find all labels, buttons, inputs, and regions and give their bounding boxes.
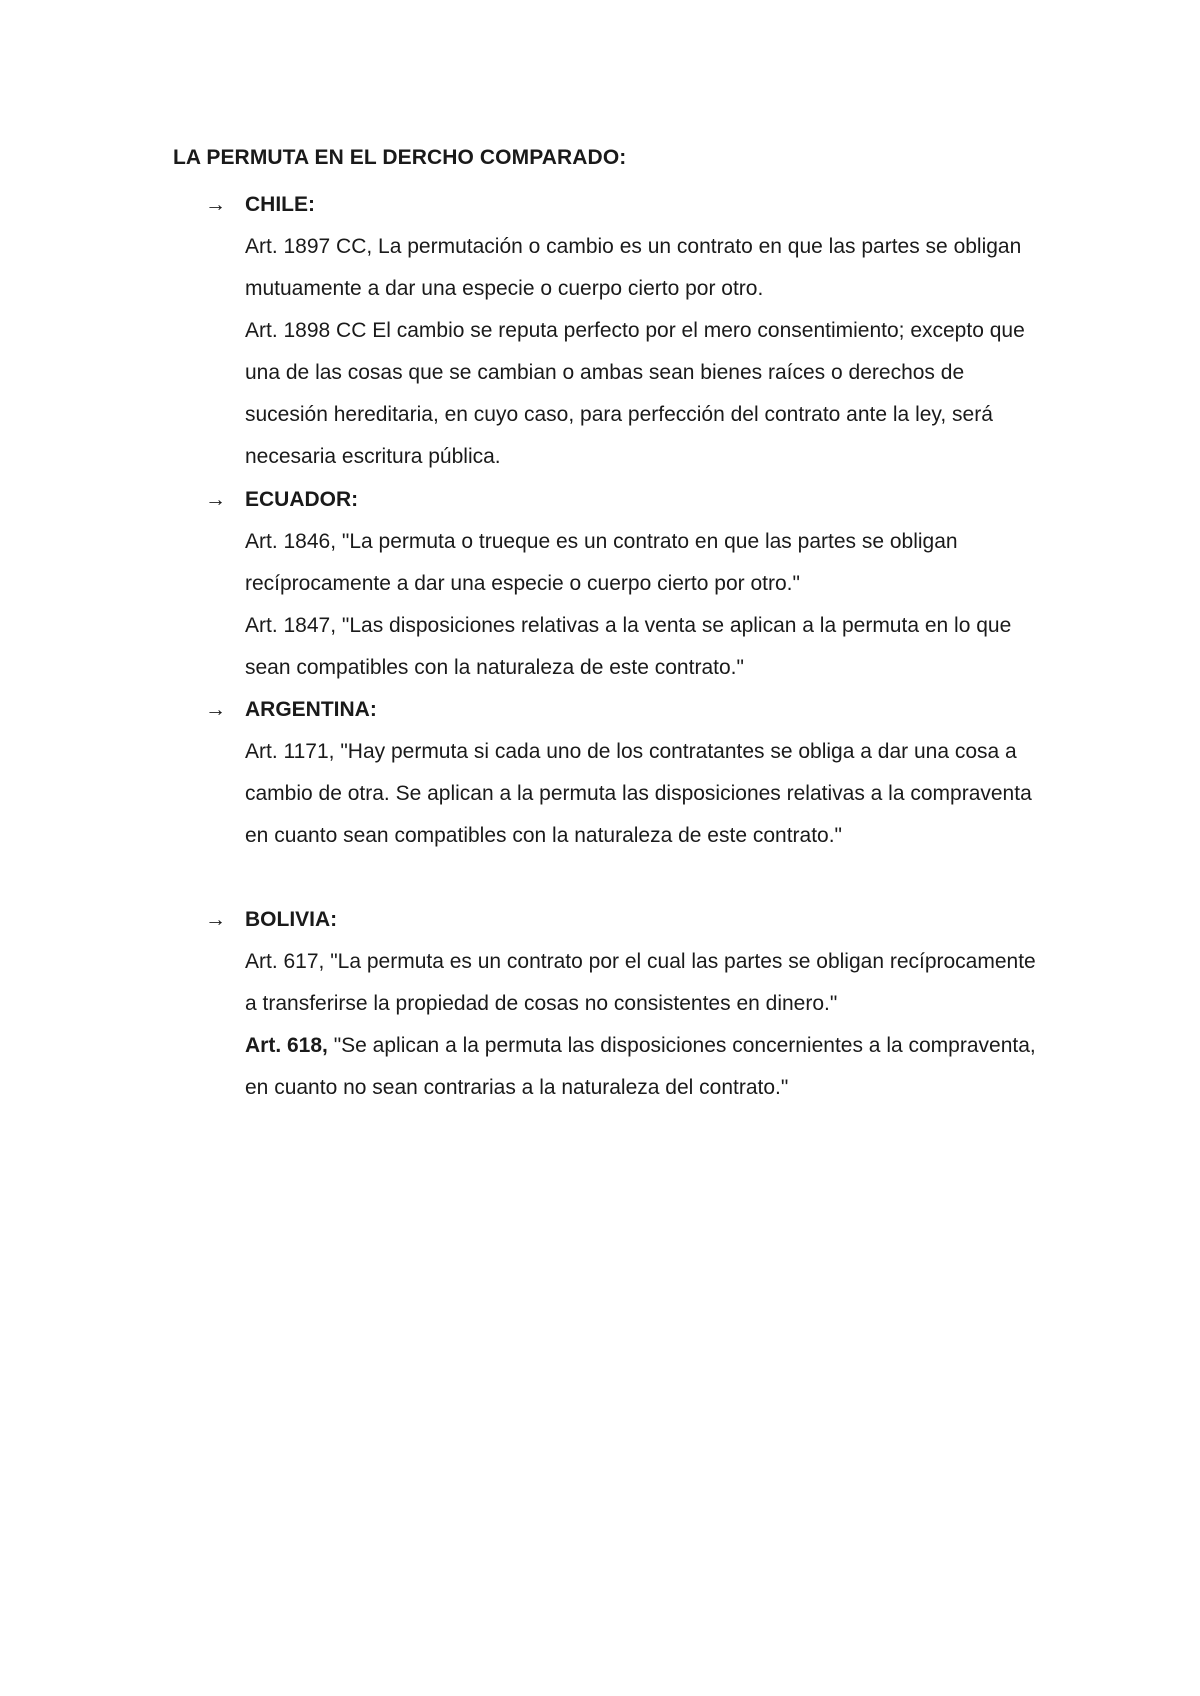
section-chile	[205, 184, 1065, 478]
country-name: ECUADOR:	[245, 488, 359, 511]
article-paragraph: Art. 1847, "Las disposiciones relativas a la venta se aplican a la permuta en lo que sean compatibles con la naturaleza de este contrato."	[245, 614, 1012, 679]
document-title: LA PERMUTA EN EL DERCHO COMPARADO:	[173, 146, 627, 169]
arrow-bullet-icon: →	[205, 488, 226, 511]
section-argentina	[205, 689, 1065, 857]
article-paragraph: Art. 617, "La permuta es un contrato por el cual las partes se obligan recíprocamente a transferirse la propiedad de cosas no consistentes en dinero."	[245, 950, 1036, 1015]
section-ecuador	[205, 479, 1065, 689]
section-heading	[205, 689, 1065, 731]
arrow-bullet-icon: →	[205, 698, 226, 721]
section-heading	[205, 899, 1065, 941]
article-paragraph: Art. 1898 CC El cambio se reputa perfecto por el mero consentimiento; excepto que una de las cosas que se cambian o ambas sean bienes raíces o derechos de sucesión hereditaria, en cuyo caso, para perfección del contrato ante la ley, será necesaria escritura pública.	[245, 319, 1025, 468]
article-number: Art. 618,	[245, 1034, 328, 1057]
article-paragraph	[245, 1025, 1045, 1109]
section-heading	[205, 184, 1065, 226]
article-paragraph: Art. 1171, "Hay permuta si cada uno de los contratantes se obliga a dar una cosa a cambio de otra. Se aplican a la permuta las disposiciones relativas a la compraventa en cuanto sean compatibles con la naturaleza de este contrato."	[245, 740, 1032, 847]
article-paragraph: Art. 1846, "La permuta o trueque es un contrato en que las partes se obligan recíprocamente a dar una especie o cuerpo cierto por otro."	[245, 530, 958, 595]
arrow-bullet-icon: →	[205, 193, 226, 216]
article-text: "Se aplican a la permuta las disposiciones concernientes a la compraventa, en cuanto no sean contrarias a la naturaleza del contrato."	[245, 1034, 1036, 1099]
section-bolivia	[205, 899, 1065, 1109]
section-heading	[205, 479, 1065, 521]
article-paragraph: Art. 1897 CC, La permutación o cambio es un contrato en que las partes se obligan mutuamente a dar una especie o cuerpo cierto por otro.	[245, 235, 1022, 300]
country-name: BOLIVIA:	[245, 908, 338, 931]
arrow-bullet-icon: →	[205, 908, 226, 931]
country-name: ARGENTINA:	[245, 698, 377, 721]
country-name: CHILE:	[245, 193, 315, 216]
